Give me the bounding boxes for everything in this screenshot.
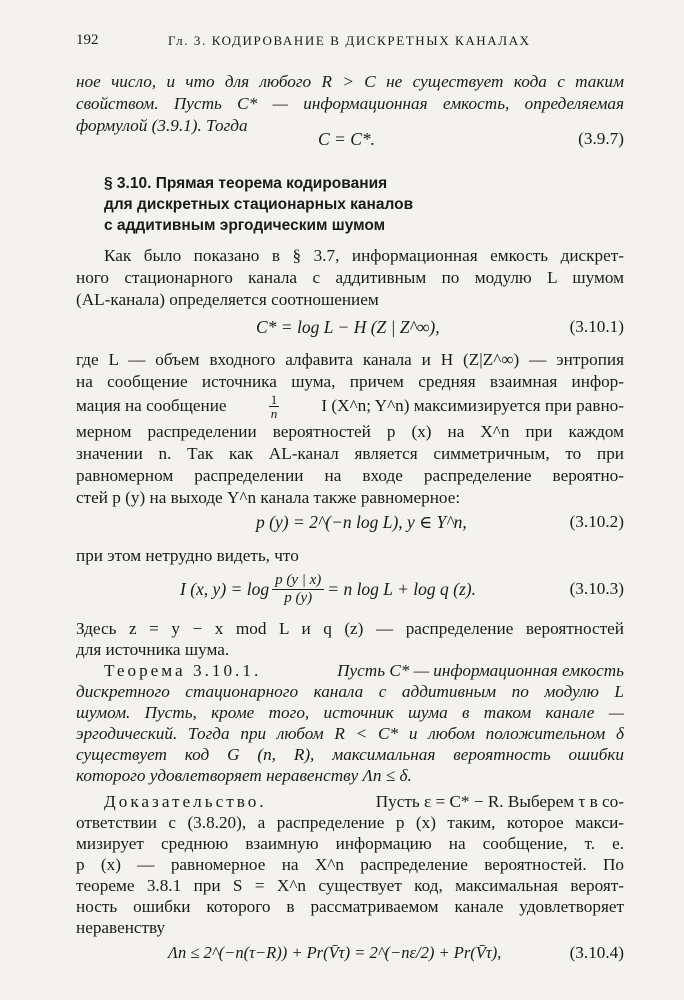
equation-number: (3.9.7) [578,129,624,148]
intro-line: формулой (3.9.1). Тогда [76,116,248,135]
text-line: стей p (y) на выходе Y^n канала также равномерное: [76,488,461,507]
text-line: Здесь z = y − x mod L и q (z) — распределение вероятностей [76,619,624,638]
proof-line: теореме 3.8.1 при S = X^n существует код, максимальная вероят- [76,876,624,895]
equation-number: (3.10.3) [569,579,624,598]
theorem-text: Пусть C* — информационная емкость [337,661,624,680]
equation-number: (3.10.1) [569,317,624,336]
equation-3-10-1: C* = log L − H (Z | Z^∞), [256,317,440,337]
page-header [76,32,624,56]
section-heading: для дискретных стационарных каналов [104,196,414,213]
fraction [272,572,324,607]
text-line: ного стационарного канала с аддитивным по модулю L шумом [76,268,624,287]
text-line: на сообщение источника шума, причем средняя взаимная инфор- [76,372,624,391]
equation-3-9-7: C = C*. [318,129,376,149]
proof-line: ответствии с (3.8.20), а распределение p (x) таким, которое макси- [76,813,624,832]
equation-rhs: = n log L + log q (z). [327,579,476,599]
theorem-line: которого удовлетворяет неравенству Λn ≤ δ. [76,766,412,785]
equation-number: (3.10.2) [569,512,624,531]
theorem-label: Теорема 3.10.1. [104,661,262,680]
theorem-line: шумом. Пусть, кроме того, источник шума в таком канале — [76,703,624,722]
text-line: равномерном распределении на входе распределение вероятно- [76,466,624,485]
proof-line: неравенству [76,918,166,937]
proof-text: Пусть ε = C* − R. Выберем τ в со- [375,792,624,811]
section-heading: с аддитивным эргодическим шумом [104,217,386,234]
equation-3-10-2: p (y) = 2^(−n log L), y ∈ Y^n, [256,512,467,532]
proof-line: p (x) — равномерное на X^n распределение вероятностей. По [76,855,624,874]
text-line: мерном распределении вероятностей p (x) на X^n при каждом [76,422,624,441]
fraction-one-over-n [269,393,280,420]
text-line: для источника шума. [76,640,230,659]
theorem-line: эргодический. Тогда при любом R < C* и любом положительном δ [76,724,624,743]
proof-line: мизирует среднюю взаимную информацию на сообщение, т. е. [76,834,624,853]
page-number: 192 [76,32,99,48]
fraction-denominator: n [270,405,278,421]
text-line-with-fraction [76,392,624,420]
theorem-first-line [104,661,624,681]
text-line: значении n. Так как AL-канал является симметричным, то при [76,444,624,463]
intro-line: свойством. Пусть C* — информационная емкость, определяемая [76,94,624,113]
text-line: Как было показано в § 3.7, информационная емкость дискрет- [104,246,624,265]
text-line: при этом нетрудно видеть, что [76,546,299,565]
equation-3-10-3 [180,570,476,608]
proof-line: ность ошибки которого в рассматриваемом канале удовлетворяет [76,897,624,916]
proof-first-line [104,792,624,812]
text-line: где L — объем входного алфавита канала и H (Z|Z^∞) — энтропия [76,350,624,369]
fraction-numerator: 1 [270,391,278,407]
proof-label: Доказательство. [104,792,267,811]
section-heading: § 3.10. Прямая теорема кодирования [104,175,388,192]
text-line: (AL-канала) определяется соотношением [76,290,379,309]
text-fragment: I (X^n; Y^n) максимизируется при равно- [321,396,624,415]
equation-lhs: I (x, y) = log [180,579,270,599]
intro-line: ное число, и что для любого R > C не существует кода с таким [76,72,624,91]
running-title: Гл. 3. КОДИРОВАНИЕ В ДИСКРЕТНЫХ КАНАЛАХ [168,33,531,48]
fraction-numerator: p (y | x) [272,572,324,590]
theorem-line: существует код G (n, R), максимальная вероятность ошибки [76,745,624,764]
theorem-line: дискретного стационарного канала с аддитивным по модулю L [76,682,624,701]
text-fragment: мация на сообщение [76,396,227,415]
equation-3-10-4: Λn ≤ 2^(−n(τ−R)) + Pr(V̄τ) = 2^(−nε/2) + Pr(V̄τ), [168,943,502,962]
fraction-denominator: p (y) [284,589,313,606]
equation-number: (3.10.4) [569,943,624,962]
